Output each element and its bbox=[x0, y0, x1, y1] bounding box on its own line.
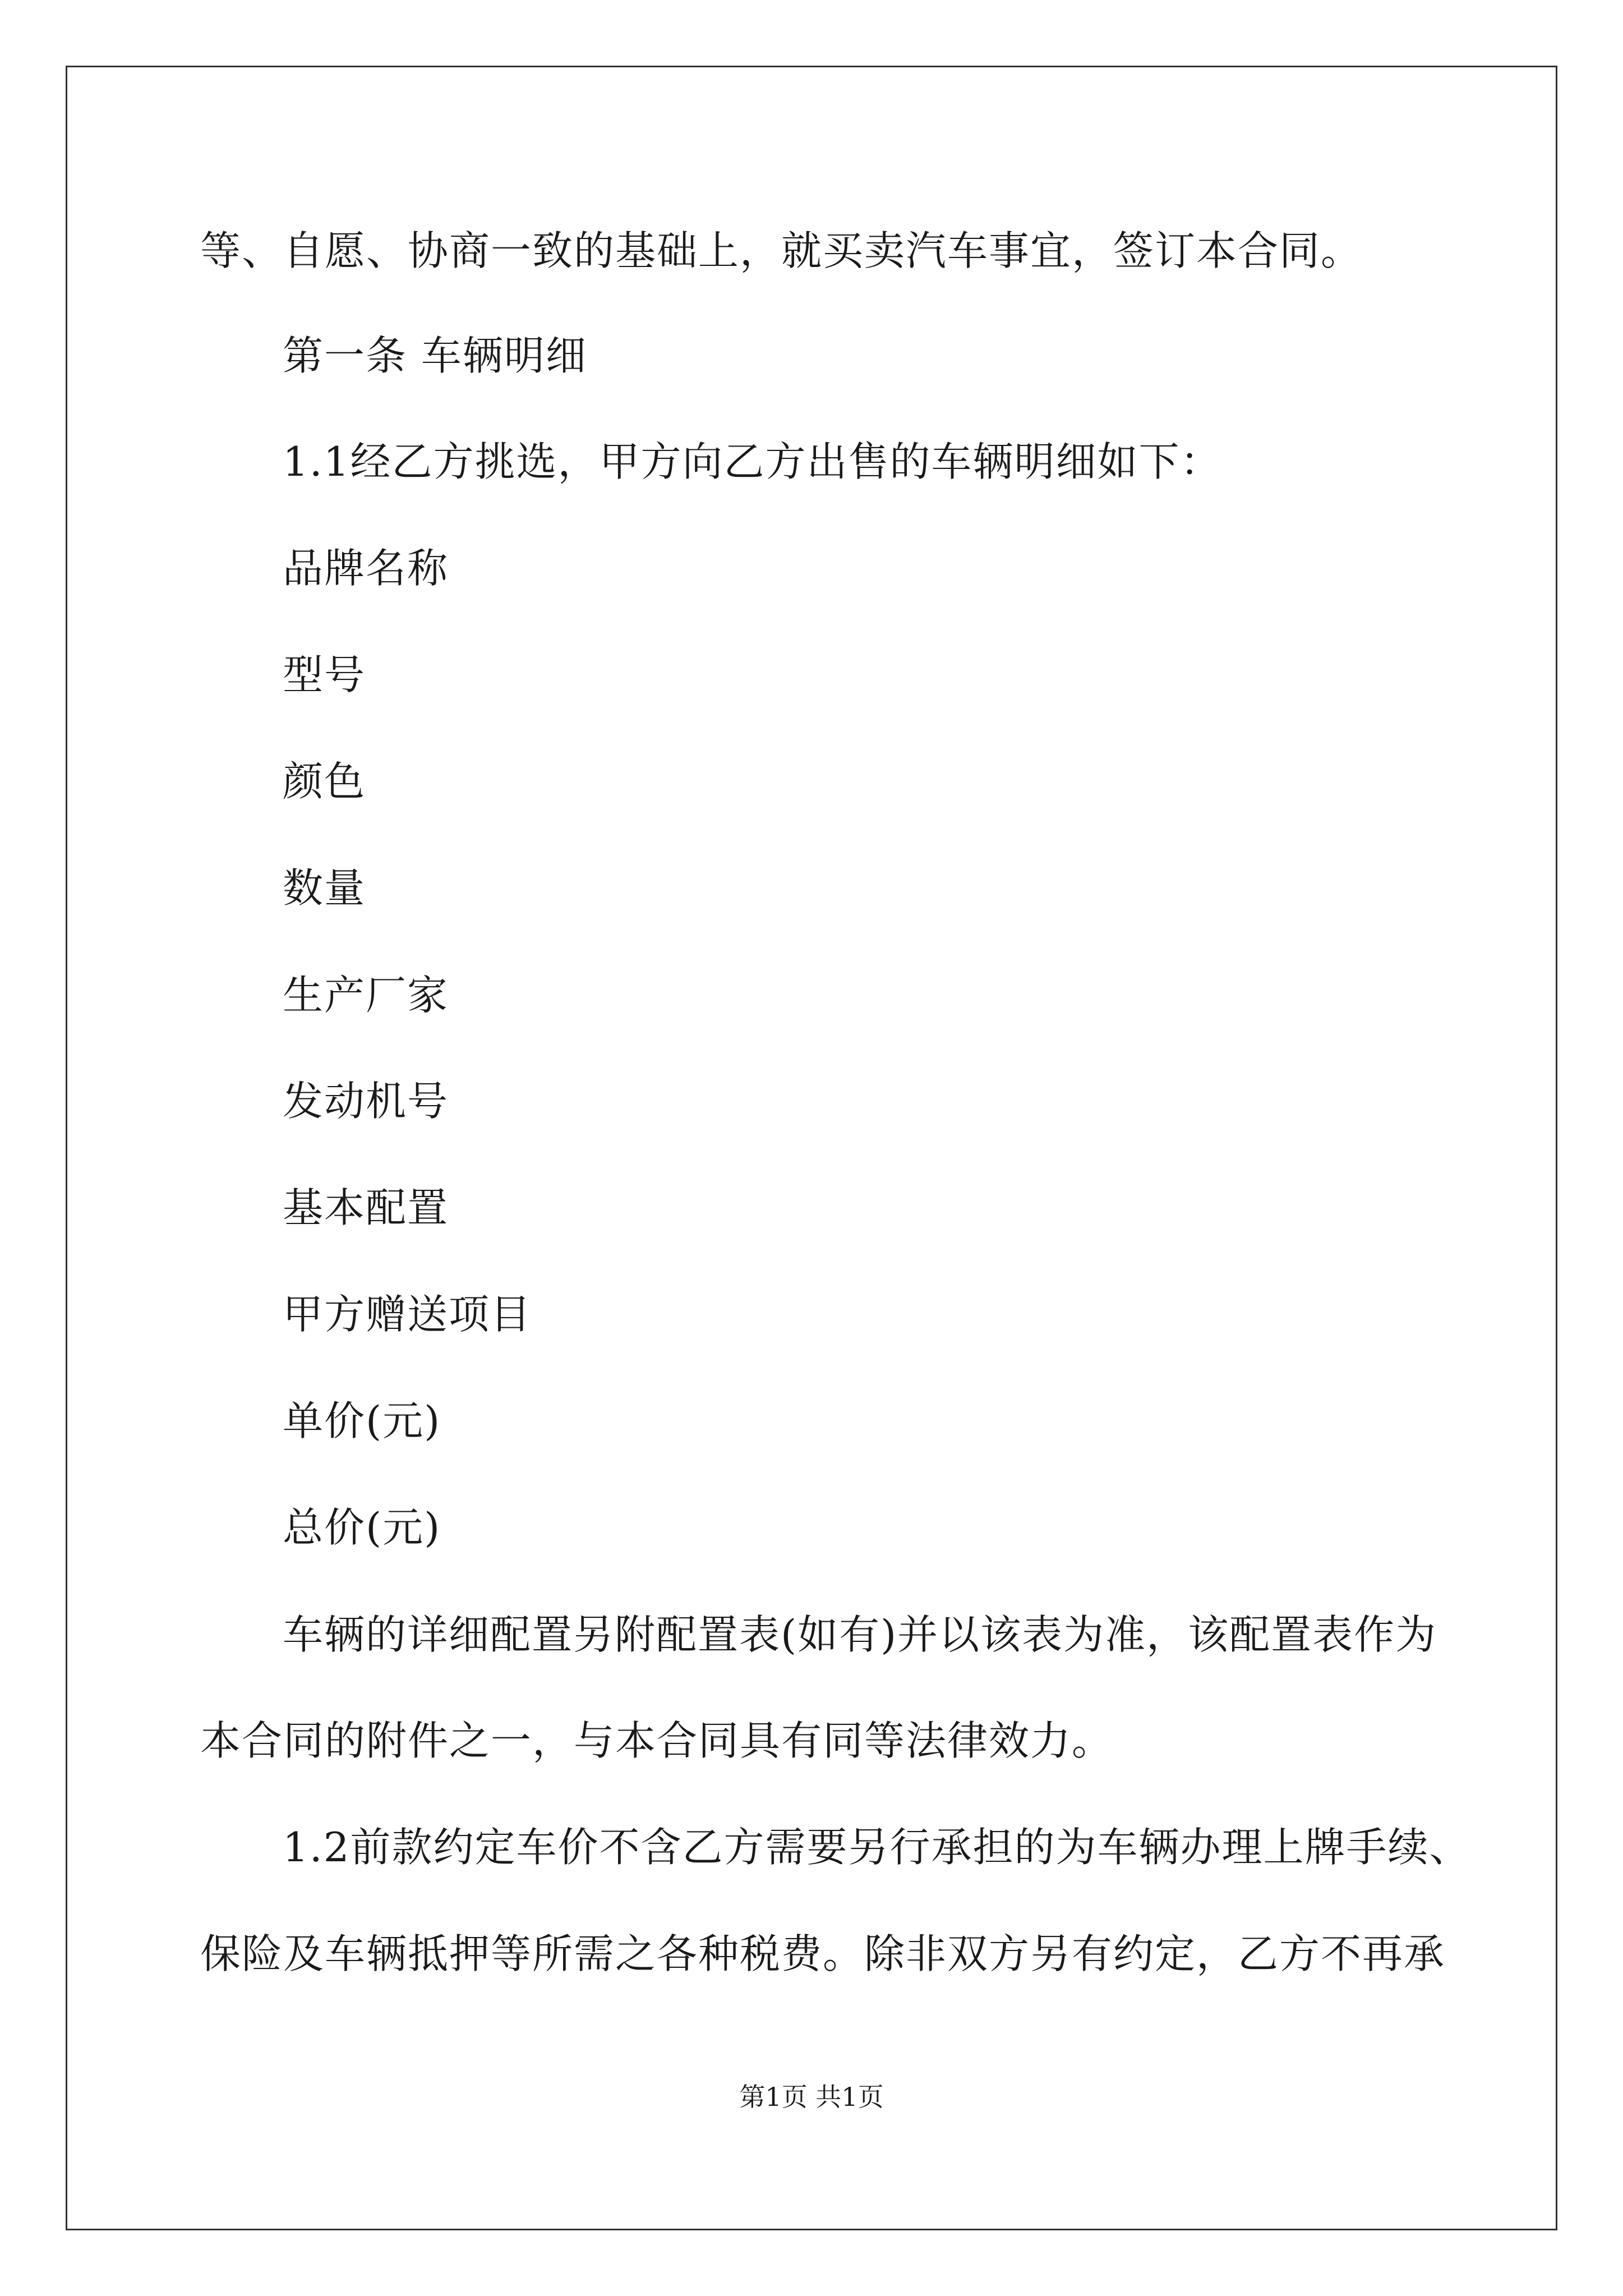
field-label: 单价(元) bbox=[283, 1397, 441, 1444]
text-line: 1.1经乙方挑选，甲方向乙方出售的车辆明细如下： bbox=[283, 438, 1222, 485]
field-label: 发动机号 bbox=[283, 1078, 449, 1125]
page-frame bbox=[66, 66, 1557, 2230]
field-label: 总价(元) bbox=[283, 1504, 441, 1551]
field-label: 品牌名称 bbox=[283, 545, 449, 592]
field-label: 型号 bbox=[283, 651, 366, 698]
field-label: 颜色 bbox=[283, 758, 366, 805]
field-label: 甲方赠送项目 bbox=[283, 1291, 532, 1338]
field-label: 基本配置 bbox=[283, 1184, 449, 1231]
text-line: 等、自愿、协商一致的基础上，就买卖汽车事宜，签订本合同。 bbox=[200, 227, 1363, 274]
text-line: 本合同的附件之一，与本合同具有同等法律效力。 bbox=[200, 1717, 1114, 1764]
page-number-footer: 第1页 共1页 bbox=[739, 2082, 884, 2112]
text-line: 保险及车辆抵押等所需之各种税费。除非双方另有约定，乙方不再承 bbox=[200, 1930, 1446, 1977]
article-heading: 第一条 车辆明细 bbox=[283, 332, 587, 379]
field-label: 数量 bbox=[283, 864, 366, 912]
text-line: 1.2前款约定车价不含乙方需要另行承担的为车辆办理上牌手续、 bbox=[283, 1824, 1471, 1871]
text-line: 车辆的详细配置另附配置表(如有)并以该表为准，该配置表作为 bbox=[283, 1611, 1437, 1658]
field-label: 生产厂家 bbox=[283, 972, 449, 1019]
